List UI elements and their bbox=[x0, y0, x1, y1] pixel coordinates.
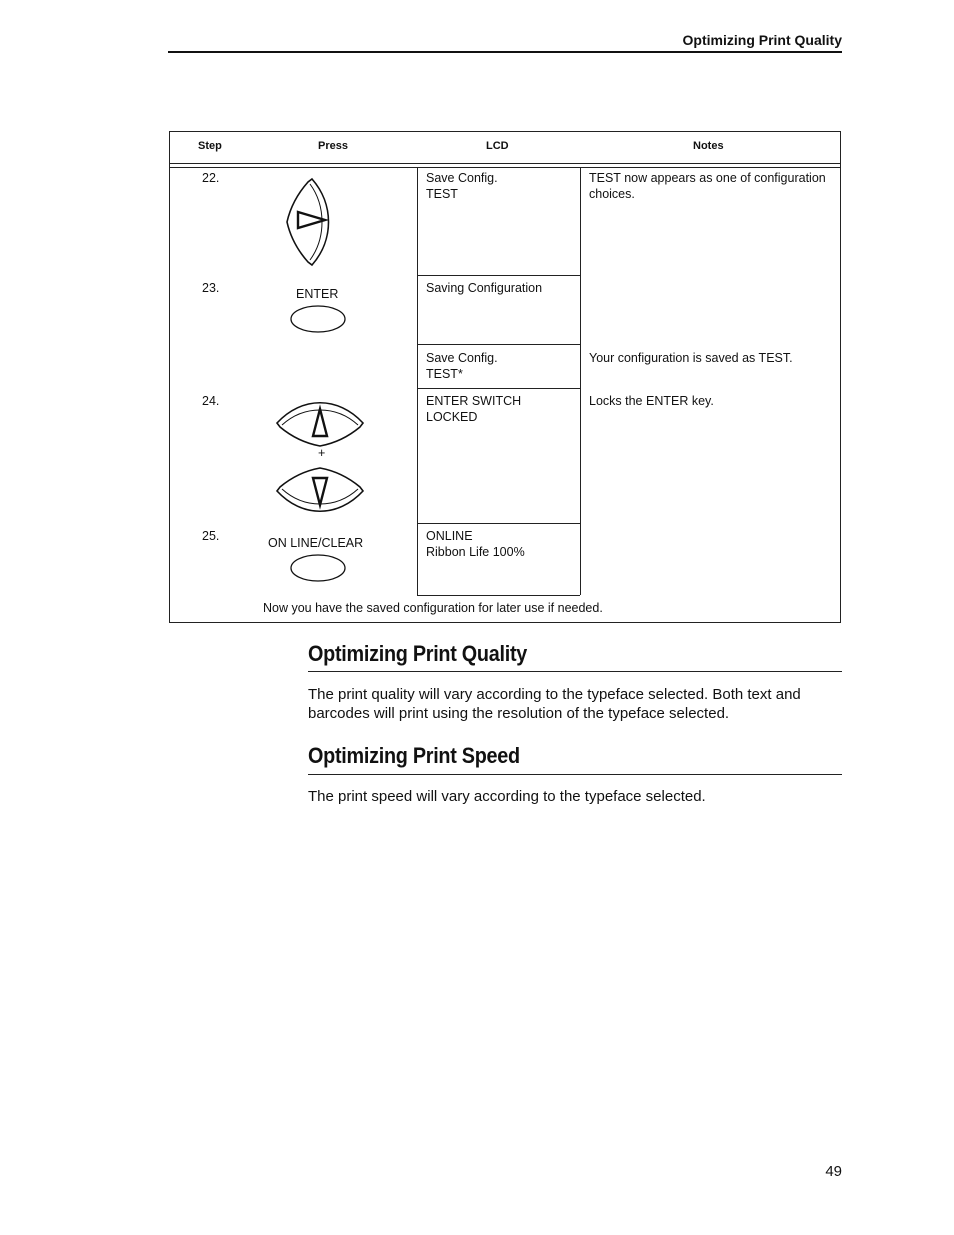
section-paragraph: The print speed will vary according to the typeface selected. bbox=[308, 788, 706, 805]
lcd-text: Save Config. TEST* bbox=[426, 351, 498, 381]
note-text: Your configuration is saved as TEST. bbox=[589, 351, 793, 365]
table-footer-note: Now you have the saved configuration for later use if needed. bbox=[263, 601, 603, 615]
lcd-column-right-border bbox=[580, 167, 581, 595]
lcd-row-divider bbox=[417, 523, 580, 524]
lcd-row-divider bbox=[417, 388, 580, 389]
section-paragraph: The print quality will vary according to the typeface selected. Both text and barcodes will print using the resolution of the typeface selected. bbox=[308, 686, 801, 722]
step-number: 22. bbox=[202, 171, 220, 185]
note-text: Locks the ENTER key. bbox=[589, 394, 714, 408]
lcd-text: ONLINE Ribbon Life 100% bbox=[426, 529, 525, 559]
lcd-row-divider bbox=[417, 344, 580, 345]
step-number: 23. bbox=[202, 281, 220, 295]
running-header: Optimizing Print Quality bbox=[682, 32, 842, 48]
lcd-text: Saving Configuration bbox=[426, 281, 543, 295]
lcd-row-divider bbox=[417, 275, 580, 276]
section-rule bbox=[308, 774, 842, 775]
column-header-press: Press bbox=[318, 140, 348, 152]
header-divider bbox=[170, 167, 840, 168]
right-arrow-key-icon bbox=[280, 178, 332, 271]
column-header-lcd: LCD bbox=[486, 140, 509, 152]
plus-sign: + bbox=[318, 446, 326, 460]
key-label: ENTER bbox=[296, 287, 339, 301]
section-heading: Optimizing Print Quality bbox=[308, 641, 528, 666]
page-number: 49 bbox=[825, 1163, 842, 1180]
note-text: TEST now appears as one of configuration choices. bbox=[589, 171, 826, 201]
header-divider bbox=[170, 163, 840, 164]
down-arrow-key-icon bbox=[276, 466, 364, 517]
column-header-notes: Notes bbox=[693, 140, 724, 152]
lcd-column-left-border bbox=[417, 167, 418, 595]
online-clear-key-icon bbox=[290, 554, 346, 587]
header-rule bbox=[168, 51, 842, 53]
enter-key-icon bbox=[290, 305, 346, 338]
lcd-text: ENTER SWITCH LOCKED bbox=[426, 394, 522, 424]
step-number: 25. bbox=[202, 529, 220, 543]
column-header-step: Step bbox=[198, 140, 222, 152]
step-number: 24. bbox=[202, 394, 220, 408]
lcd-row-divider bbox=[417, 595, 580, 596]
section-rule bbox=[308, 671, 842, 672]
section-heading: Optimizing Print Speed bbox=[308, 743, 520, 768]
lcd-text: Save Config. TEST bbox=[426, 171, 498, 201]
key-label: ON LINE/CLEAR bbox=[268, 536, 364, 550]
